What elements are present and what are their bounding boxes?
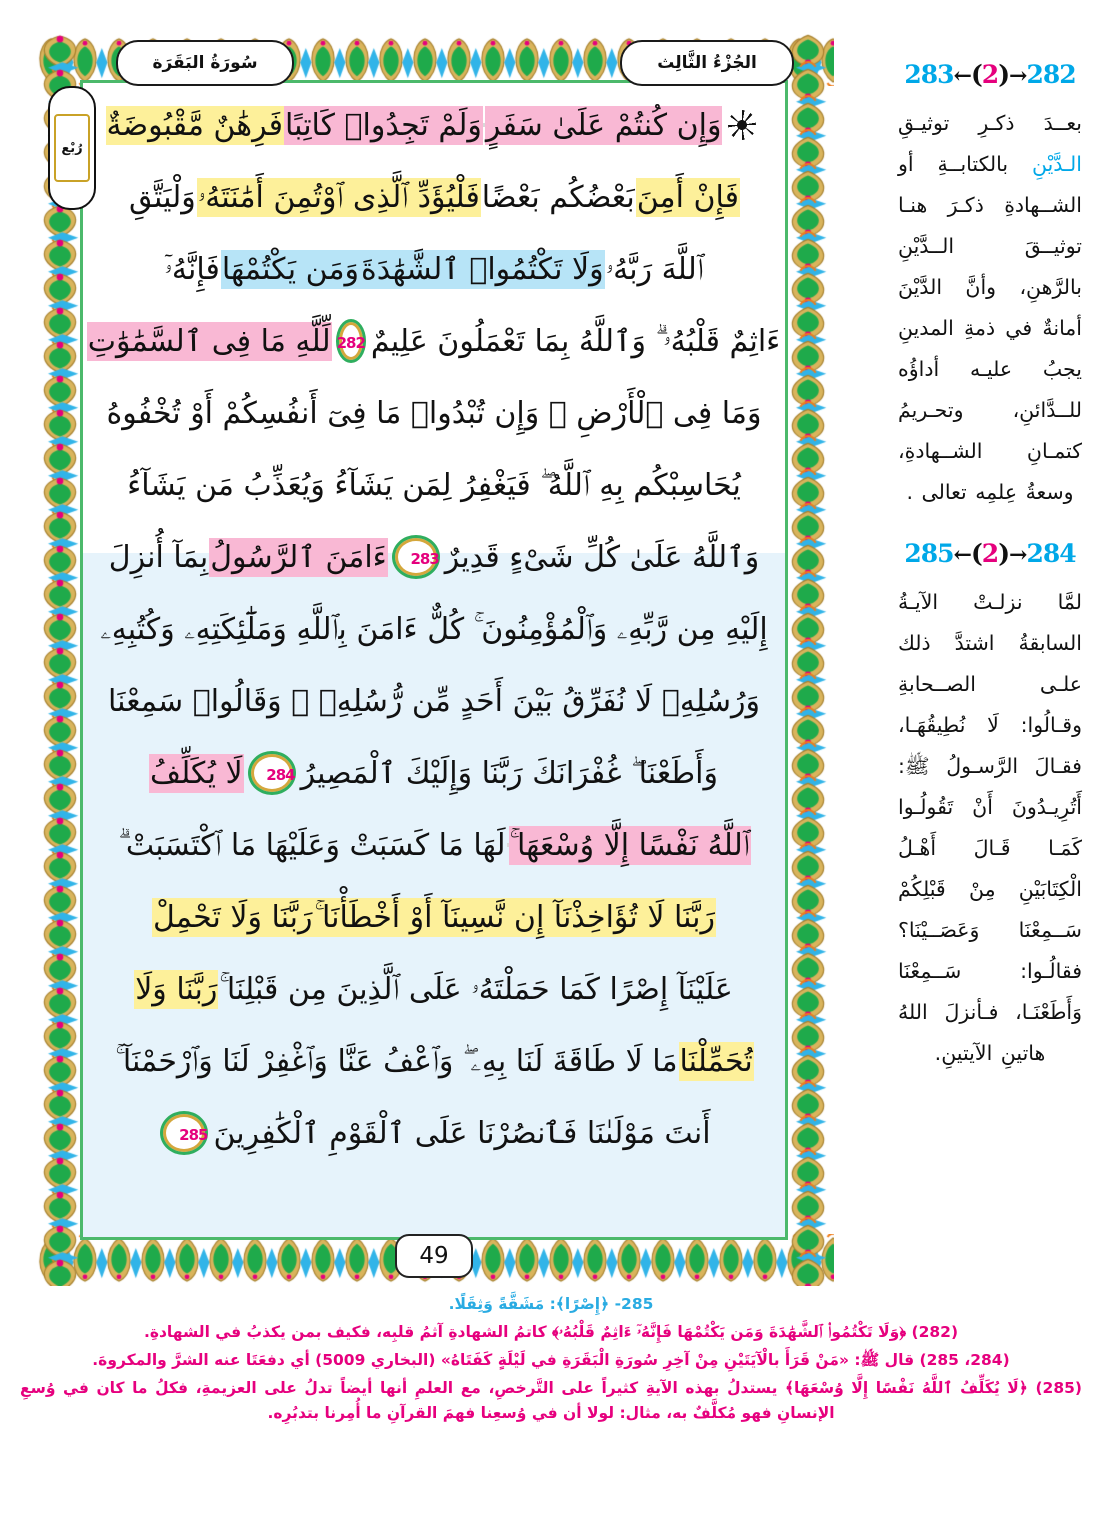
quran-text-segment: بَعْضُكُم بَعْضًا [481,179,635,215]
quran-text-segment: بِمَآ أُنزِلَ [108,539,209,575]
rub-label: رُبْع [54,114,90,182]
quran-line [97,665,771,737]
quran-text-segment: وَمَا فِى ٱلْأَرْضِ ۗ وَإِن تُبْدُوا۟ مَا فِىٓ أَنفُسِكُمْ أَوْ تُخْفُوهُ [106,395,762,431]
ayah-marker-number: 283 [410,550,439,568]
quran-text-segment: ءَامَنَ ٱلرَّسُولُ [210,539,387,575]
paren-open-2: ( [970,539,982,568]
quran-text-segment: رَبَّنَا وَلَا [135,971,218,1007]
commentary-text-1 [898,103,1082,513]
paren-close-2: ) [998,539,1010,568]
arrow-left-icon-2: ← [953,542,971,568]
quran-line [97,593,771,665]
quran-text-segment [507,843,509,847]
ayah-number-marker [392,535,440,579]
footnote-line: (282) ﴿وَلَا تَكْتُمُوا۟ ٱلشَّهَٰدَةَ وَمَن يَكْتُمْهَا فَإِنَّهُۥٓ ءَاثِمٌ قَلْبُهُۥ﴾ كاتمُ الشهادةِ آثمُ قلبِه، فكيف بمن يكذبُ في الشهادةِ. [143,1323,959,1341]
quran-text-segment: لِّلَّهِ مَا فِى ٱلسَّمَٰوَٰتِ [87,323,331,359]
rub-quarter-marker [48,86,96,210]
page-number: 49 [395,1234,473,1278]
surah-title-cartouche: سُورَةُ البَقَرَة [116,40,294,86]
ayah-number-marker [248,751,296,795]
quran-line [97,881,771,953]
quran-text-segment: وَإِن كُنتُمْ عَلَىٰ سَفَرٍ [485,107,722,143]
quran-text-segment: وَلَا تَكْتُمُوا۟ ٱلشَّهَٰدَةَ [361,251,604,287]
quran-line [97,449,771,521]
quran-text-segment: عَلَيْنَآ إِصْرًا كَمَا حَمَلْتَهُۥ عَلَى ٱلَّذِينَ مِن قَبْلِنَا ۚ [219,971,733,1007]
quran-line [97,233,771,305]
quran-text-segment [483,123,485,127]
text-panel [80,80,788,1240]
footnote-line: 285- ﴿إِصْرًا﴾: مَشَقَّةً وَثِقَلًا. [448,1295,654,1313]
surah-number: 2 [981,60,999,89]
quran-text-segment: أَنتَ مَوْلَىٰنَا فَٱنصُرْنَا عَلَى ٱلْقَوْمِ ٱلْكَٰفِرِينَ [213,1115,711,1151]
commentary-sidebar [890,0,1096,1270]
paren-close: ) [998,60,1010,89]
quran-text-segment: وَٱللَّهُ عَلَىٰ كُلِّ شَىْءٍ قَدِيرٌ [444,539,760,575]
arrow-right-icon-2: → [1009,542,1027,568]
quran-text-segment: وَلَمْ تَجِدُوا۟ كَاتِبًا [285,107,482,143]
verse-range-top [898,60,1082,89]
quran-text-segment: ٱللَّهُ نَفْسًا إِلَّا وُسْعَهَا ۚ [509,827,750,863]
paren-open: ( [970,60,982,89]
commentary-keyword: الـدَّيْنِ [1031,152,1082,176]
quran-text-segment: لَا يُكَلِّفُ [150,755,243,791]
quran-text-segment: رَبَّنَا وَلَا تَحْمِلْ [153,899,313,935]
quran-text-segment: لَهَا مَا كَسَبَتْ وَعَلَيْهَا مَا ٱكْتَسَبَتْ ۗ [118,827,506,863]
quran-text-segment: فَلْيُؤَدِّ ٱلَّذِى ٱوْتُمِنَ أَمَٰنَتَهُۥ [197,179,480,215]
verse-range-bottom [898,539,1082,568]
quran-text-segment: وَأَطَعْنَا ۖ غُفْرَانَكَ رَبَّنَا وَإِلَيْكَ ٱلْمَصِيرُ [300,755,718,791]
quran-text-segment: فَإِنَّهُۥٓ [164,251,220,287]
quran-line [97,521,771,593]
footnotes-section [20,1292,1082,1429]
ayah-marker-number: 282 [336,334,365,352]
footnote-line: (284، 285) قال ﷺ: «مَنْ قَرَأَ بالْآيَتَيْنِ مِنْ آخِرِ سُورَةِ الْبَقَرَةِ في لَيْلَةٍ كَفَتَاهُ» (البخاري 5009) أي دفعَتَا عنه الشرَّ والمكروهَ. [92,1351,1010,1369]
quran-text-segment: فَرِهَٰنٌ مَّقْبُوضَةٌ [106,107,283,143]
quran-text-segment: فَإِنْ أَمِنَ [636,179,739,215]
quran-text-segment: يُحَاسِبْكُم بِهِ ٱللَّهُ ۖ فَيَغْفِرُ لِمَن يَشَآءُ وَيُعَذِّبُ مَن يَشَآءُ [127,467,741,503]
surah-number-2: 2 [981,539,999,568]
quran-line [97,737,771,809]
quran-line [97,1025,771,1097]
ayah-marker-number: 284 [266,766,295,784]
quran-text-segment: وَمَن يَكْتُمْهَا [221,251,360,287]
mushaf-frame [34,34,834,1286]
quran-text-segment: ٱللَّهَ رَبَّهُۥ [605,251,704,287]
arrow-left-icon: ← [953,63,971,89]
quran-text-segment: وَلْيَتَّقِ [129,179,196,215]
ayah-number-marker [160,1111,208,1155]
arrow-right-icon: → [1009,63,1027,89]
ornament-band-left [34,34,86,1286]
quran-text-segment: إِلَيْهِ مِن رَّبِّهِۦ وَٱلْمُؤْمِنُونَ ۚ كُلٌّ ءَامَنَ بِٱللَّهِ وَمَلَٰٓئِكَتِهِۦ وَكُتُبِهِۦ [100,611,768,647]
quran-line [97,161,771,233]
range-right-number-2: 284 [1026,539,1076,568]
range-left-number: 283 [904,60,954,89]
ayah-marker-number: 285 [179,1126,208,1144]
hizb-rosette-icon [728,110,756,140]
quran-text-body [83,83,785,1169]
range-left-number-2: 285 [904,539,954,568]
footnote-line: (285) ﴿لَا يُكَلِّفُ ٱللَّهُ نَفْسًا إِلَّا وُسْعَهَا﴾ يستدلُ بهذه الآيةِ كثيراً على التَّرخصِ، مع العلمِ أنها أيضاً تدلُ على العزيمةِ، فكلُ ما كان في وُسعِ الإنسانِ فهو مُكلَّفٌ به، مثال: لولا أن في وُسعِنا فهمَ القرآنِ ما أُمِرنا بتدبُرِه. [20,1379,1082,1422]
quran-text-segment: وَرُسُلِهِۦ لَا نُفَرِّقُ بَيْنَ أَحَدٍ مِّن رُّسُلِهِۦ ۚ وَقَالُوا۟ سَمِعْنَا [108,683,760,719]
quran-text-segment: تُحَمِّلْنَا [679,1043,753,1079]
quran-line [97,89,771,161]
range-right-number: 282 [1026,60,1076,89]
quran-text-segment: ءَاثِمٌ قَلْبُهُۥ ۗ وَٱللَّهُ بِمَا تَعْمَلُونَ عَلِيمٌ [370,323,781,359]
quran-line [87,305,781,377]
quran-line [97,809,771,881]
quran-line [97,953,771,1025]
sidebar-spacer [898,513,1082,539]
quran-line [97,1097,771,1169]
commentary-before: بعــدَ ذكـرِ توثيـقِ [898,111,1082,135]
quran-line [97,377,771,449]
commentary-after: بالكتابــةِ أو الشــهادةِ ذكـرَ هنـا توثيــقَ الــدَّيْنِ بالرَّهنِ، وأنَّ الدَّيْنَ أمانةٌ في ذمةِ المدينِ يجبُ عليـه أداؤُه للــدَّائنِ، وتحـريمُ كتمـانِ الشــهادةِ، وسعةُ عِلمِه تعالى . [898,152,1082,504]
ayah-number-marker [336,319,366,363]
quran-text-segment: مَا لَا طَاقَةَ لَنَا بِهِۦ ۖ وَٱعْفُ عَنَّا وَٱغْفِرْ لَنَا وَٱرْحَمْنَآ ۚ [115,1043,678,1079]
quran-text-segment: رَبَّنَا لَا تُؤَاخِذْنَآ إِن نَّسِينَآ أَوْ أَخْطَأْنَا ۚ [314,899,715,935]
juz-title-cartouche: الجُزْءُ الثَّالِث [620,40,794,86]
ornament-band-right [782,34,834,1286]
commentary-text-2: لمَّا نزلـتْ الآيـةُ السابقةُ اشتدَّ ذلك علـى الصــحابةِ وقـالُوا: لَا نُطِيقُهَـا، فقـالَ الرَّسـولُ ﷺ: أَتُرِيـدُونَ أَنْ تَقُولُـوا كَمَـا قَـالَ أَهْـلُ الْكِتَابَيْنِ مِنْ قَبْلِكُمْ سَــمِعْنَا وَعَصَــيْنَا؟ فقالُـوا: سَــمِعْنَا وَأَطَعْنَـا، فـأنزلَ اللهُ هاتينِ الآيتينِ. [898,590,1082,1065]
